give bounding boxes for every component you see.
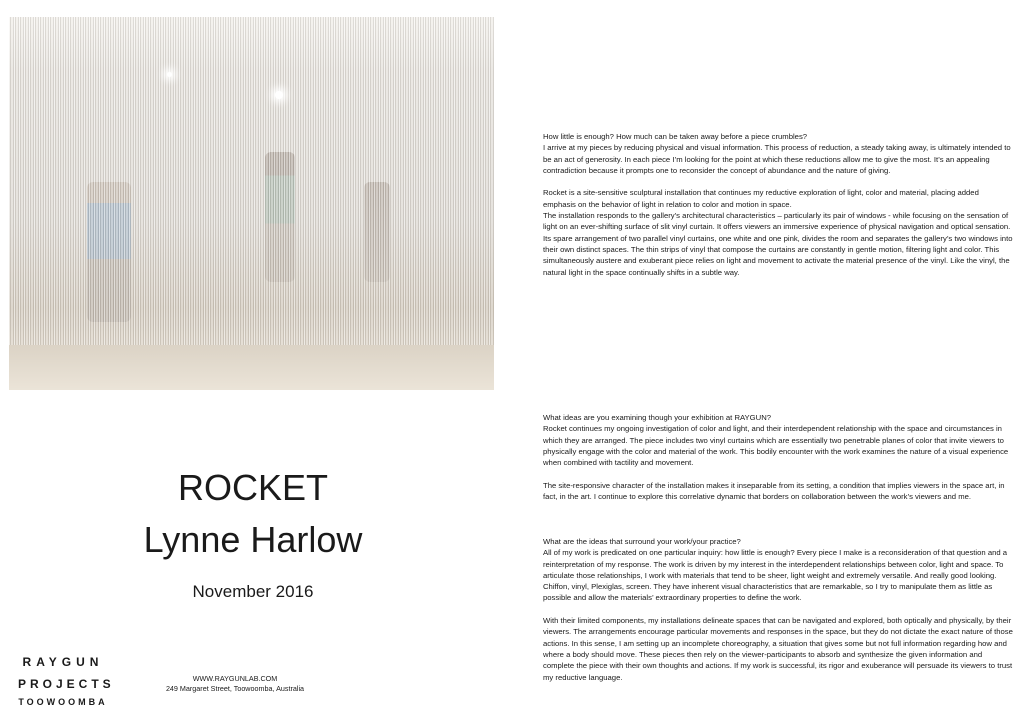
contact-info xyxy=(150,674,320,694)
answer-paragraph: Rocket continues my ongoing investigation of color and light, and their interdependent relationship with the space and circumstances in which they are arranged. The piece includes two vinyl curtains which are essentially two penetrable planes of color that invite viewers to physically engage with the color and material of the work. This bodily encounter with the work examines the nature of a visual experience when combined with tactility and movement. xyxy=(543,424,1009,468)
logo-toowoomba: TOOWOOMBA xyxy=(18,697,108,707)
statement-paragraph: The installation responds to the gallery’s architectural characteristics – particularly its pair of windows - while focusing on the sensation of light on an ever-shifting surface of slit vinyl curtain. It offers viewers an immersive experience of physical navigation and optical sensation. Its spare arrangement of two parallel vinyl curtains, one white and one pink, divides the room and separates the gallery’s two windows into their own distinct spaces. The thin strips of vinyl that compose the curtains are constantly in gentle motion, filtering light and color. This simultaneously austere and exuberant piece relies on light and movement to activate the material presence of the vinyl. Like the vinyl, the natural light in the space continually shifts in a subtle way. xyxy=(543,211,1013,277)
street-address: 249 Margaret Street, Toowoomba, Australia xyxy=(165,684,305,693)
installation-photo xyxy=(9,17,494,390)
ceiling-light xyxy=(167,72,172,77)
answer-paragraph: All of my work is predicated on one particular inquiry: how little is enough? Every piece I make is a reconsideration of that question and a reinterpretation of my response. The work is driven by my interest in the interdependent relationships between color, light and space. To articulate those relationships, I work with materials that tend to be sheer, light weight and extremely versatile. And really good looking. Chiffon, vinyl, Plexiglas, screen. They have inherent visual characteristics that are remarkable, so I try to manipulate them as little as possible and allow the materials’ extraordinary properties to define the work. xyxy=(543,548,1008,603)
ceiling-light xyxy=(275,91,283,99)
interview-question-1 xyxy=(543,412,1013,514)
vinyl-curtain xyxy=(9,17,494,345)
statement-paragraph: Rocket is a site-sensitive sculptural installation that continues my reductive exploration of light, color and material, placing added emphasis on the behavior of light in relation to color and motion in space. xyxy=(543,188,979,209)
artist-statement xyxy=(543,131,1013,289)
statement-paragraph: I arrive at my pieces by reducing physical and visual information. This process of reduction, a steady taking away, is ultimately intended to be an act of generosity. In each piece I’m looking for the point at which these reductions allow me to give the most. It’s an appealing contradiction because it prompts one to reconsider the concept of abundance and the nature of giving. xyxy=(543,143,1011,175)
logo-raygun: RAYGUN xyxy=(22,655,104,669)
exhibition-title: ROCKET xyxy=(177,467,328,508)
artist-name: Lynne Harlow xyxy=(143,519,363,560)
interview-question-2 xyxy=(543,536,1013,694)
website-link[interactable]: WWW.RAYGUNLAB.COM xyxy=(192,674,278,683)
statement-question: How little is enough? How much can be taken away before a piece crumbles? xyxy=(543,132,808,141)
question-heading: What are the ideas that surround your work/your practice? xyxy=(543,537,741,546)
question-heading: What ideas are you examining though your exhibition at RAYGUN? xyxy=(543,413,772,422)
answer-paragraph: The site-responsive character of the installation makes it inseparable from its setting, a condition that implies viewers in the space art, in fact, in the art. I continue to explore this correlative dynamic that borders on collaboration between the work’s viewers and me. xyxy=(543,480,1005,502)
answer-paragraph: With their limited components, my installations delineate spaces that can be navigated and explored, both optically and physically, by their viewers. The arrangements encourage particular movements and responses in the space, but they do not dictate the exact nature of those actions. In this sense, I am setting up an incomplete choreography, a situation that gives some but not full information regarding how and where a body should move. These pieces then rely on the viewer-participants to absorb and synthesize the given information and complete the piece with their own thoughts and actions. If my work is successful, its rigor and exuberance will persuade its viewers to trust my reductive language. xyxy=(543,616,1013,682)
exhibition-date: November 2016 xyxy=(192,582,314,601)
logo-projects: PROJECTS xyxy=(18,677,115,691)
